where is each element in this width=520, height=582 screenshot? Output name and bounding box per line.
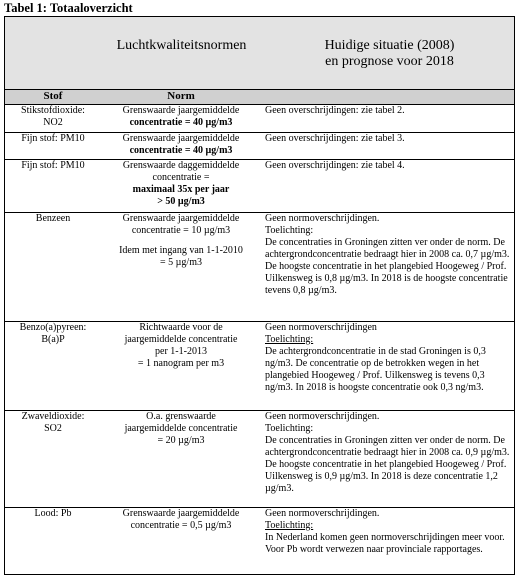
norm-text: Richtwaarde voor de — [139, 322, 223, 333]
norm-text: jaargemiddelde concentratie — [124, 423, 238, 434]
table-row — [5, 410, 514, 507]
norm-text: concentratie = — [152, 172, 210, 183]
table-subheader — [5, 90, 514, 104]
situation-cell — [261, 322, 514, 410]
header-norms: Luchtkwaliteitsnormen — [116, 38, 247, 53]
norm-text: Grenswaarde daggemiddelde — [122, 160, 240, 171]
table-caption: Tabel 1: Totaaloverzicht — [4, 1, 133, 15]
table-row — [5, 212, 514, 321]
situation-summary: Geen normoverschrijdingen. — [265, 508, 380, 519]
norm-value: concentratie = 10 µg/m3 — [131, 225, 231, 236]
situation-explanation: De concentraties in Groningen zitten ver onder de norm. De achtergrondconcentratie bedraagt hier in 2008 ca. 0,9 µg/m3. De hoogste concentratie in het plangebied Hoogeweg / Prof. Uilkensweg is 0,9 µg/m3. In 2018 is deze concentratie 1,2 µg/m3. — [265, 435, 510, 494]
situation-explanation: De achtergrondconcentratie in de stad Groningen is 0,3 ng/m3. De concentratie op de betrokken wegen in het plangebied Hoogeweg / Prof. Uilkensweg is tevens 0,3 ng/m3. In 2018 is hoogste concentratie ook 0,3 ng/m3. — [265, 346, 486, 393]
norm-cell — [101, 133, 261, 159]
stof-cell: Benzeen — [35, 213, 71, 224]
stof-cell: Fijn stof: PM10 — [21, 133, 85, 144]
situation-summary: Geen normoverschrijdingen. — [265, 411, 380, 422]
stof-formula: B(a)P — [41, 334, 65, 345]
norm-cell — [101, 213, 261, 321]
situation-summary: Geen normoverschrijdingen — [265, 322, 377, 333]
situation-cell — [261, 213, 514, 321]
stof-cell — [5, 411, 101, 507]
subheader-norm: Norm — [167, 90, 195, 102]
stof-cell: Lood: Pb — [34, 508, 72, 519]
stof-name: Benzo(a)pyreen: — [19, 322, 87, 333]
norm-text: per 1-1-2013 — [155, 346, 207, 357]
norm-value: concentratie = 40 µg/m3 — [129, 117, 233, 128]
norm-value: concentratie = 40 µg/m3 — [129, 145, 233, 156]
norm-text: Idem met ingang van 1-1-2010 — [119, 245, 243, 256]
norm-text: Grenswaarde jaargemiddelde — [122, 105, 240, 116]
table-row — [5, 159, 514, 212]
norm-value: > 50 µg/m3 — [157, 196, 205, 207]
header-situation-line1: Huidige situatie (2008) — [324, 38, 455, 53]
norm-cell — [101, 508, 261, 574]
situation-label: Toelichting: — [265, 225, 314, 236]
table-header — [5, 17, 514, 90]
norm-value: = 20 µg/m3 — [157, 435, 205, 446]
table-row — [5, 104, 514, 132]
subheader-stof: Stof — [43, 90, 63, 102]
table-row — [5, 321, 514, 410]
norm-value: maximaal 35x per jaar — [132, 184, 230, 195]
norm-text: Grenswaarde jaargemiddelde — [122, 133, 240, 144]
norm-text: Grenswaarde jaargemiddelde — [122, 508, 240, 519]
norm-cell — [101, 160, 261, 212]
stof-cell — [5, 322, 101, 410]
situation-explanation: De concentraties in Groningen zitten ver onder de norm. De achtergrondconcentratie bedraagt hier in 2008 ca. 0,7 µg/m3. De hoogste concentratie in het plangebied Hoogeweg / Prof. Uilkensweg is 0,8 µg/m3. In 2018 is de hoogste concentratie tevens 0,8 µg/m3. — [265, 237, 510, 296]
situation-label: Toelichting: — [265, 334, 314, 345]
situation-cell: Geen overschrijdingen: zie tabel 3. — [265, 133, 405, 144]
situation-label: Toelichting: — [265, 520, 314, 531]
norm-text: Grenswaarde jaargemiddelde — [122, 213, 240, 224]
table-row — [5, 132, 514, 159]
situation-cell — [261, 508, 514, 574]
norm-value: concentratie = 0,5 µg/m3 — [130, 520, 232, 531]
stof-cell — [5, 105, 101, 132]
situation-cell: Geen overschrijdingen: zie tabel 2. — [265, 105, 405, 116]
norm-cell — [101, 105, 261, 132]
norm-value: = 1 nanogram per m3 — [137, 358, 225, 369]
table-row — [5, 507, 514, 574]
stof-name: Zwaveldioxide: — [21, 411, 85, 422]
situation-cell — [261, 411, 514, 507]
situation-cell: Geen overschrijdingen: zie tabel 4. — [265, 160, 405, 171]
situation-explanation: In Nederland komen geen normoverschrijdingen meer voor. Voor Pb wordt verwezen naar provinciale rapportages. — [265, 532, 505, 555]
stof-formula: SO2 — [44, 423, 62, 434]
stof-cell: Fijn stof: PM10 — [21, 160, 85, 171]
norm-cell — [101, 322, 261, 410]
spacer — [103, 237, 259, 245]
header-situation — [267, 38, 512, 70]
stof-name: Stikstofdioxide: — [21, 105, 85, 116]
situation-summary: Geen normoverschrijdingen. — [265, 213, 380, 224]
norm-cell — [101, 411, 261, 507]
situation-label: Toelichting: — [265, 423, 314, 434]
stof-formula: NO2 — [43, 117, 63, 128]
norm-text: jaargemiddelde concentratie — [124, 334, 238, 345]
overview-table — [4, 16, 515, 575]
norm-text: O.a. grenswaarde — [146, 411, 216, 422]
header-situation-line2: en prognose voor 2018 — [325, 54, 454, 69]
norm-value: = 5 µg/m3 — [160, 257, 202, 268]
